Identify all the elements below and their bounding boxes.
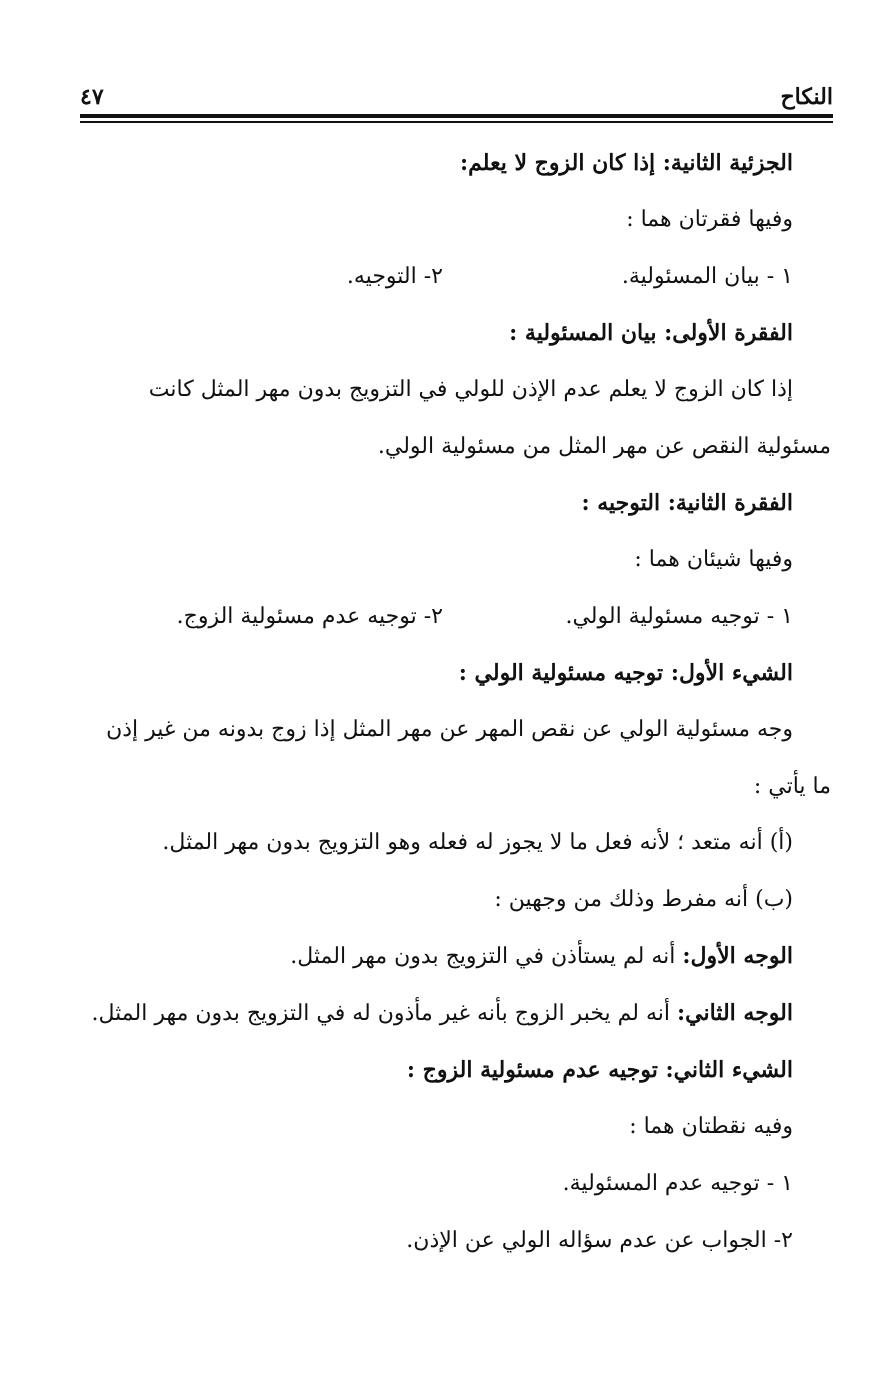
paragraph-line: وجه مسئولية الولي عن نقص المهر عن مهر المثل إذا زوج بدونه من غير إذن <box>106 717 793 742</box>
point-label: الوجه الثاني: <box>677 1000 793 1026</box>
point-label: الوجه الأول: <box>682 943 793 969</box>
running-title: النكاح <box>780 84 833 110</box>
list-item: ١ - توجيه عدم المسئولية. <box>562 1171 793 1196</box>
paragraph-line: ما يأتي : <box>753 774 831 799</box>
subsection-heading: الفقرة الأولى: بيان المسئولية : <box>509 320 793 346</box>
paragraph-line <box>290 943 793 969</box>
list-item: ٢- الجواب عن عدم سؤاله الولي عن الإذن. <box>406 1228 793 1253</box>
list-item: ١ - توجيه مسئولية الولي. <box>565 604 793 629</box>
paragraph-line: (أ) أنه متعد ؛ لأنه فعل ما لا يجوز له فعله وهو التزويج بدون مهر المثل. <box>162 830 793 855</box>
subsection-heading: الشيء الثاني: توجيه عدم مسئولية الزوج : <box>406 1057 793 1083</box>
point-text: أنه لم يخبر الزوج بأنه غير مأذون له في التزويج بدون مهر المثل. <box>91 1001 678 1026</box>
paragraph-line: مسئولية النقص عن مهر المثل من مسئولية الولي. <box>377 434 831 459</box>
list-item: ٢- توجيه عدم مسئولية الزوج. <box>176 604 443 629</box>
paragraph-line: وفيها فقرتان هما : <box>626 207 793 232</box>
page-number: ٤٧ <box>80 84 104 110</box>
paragraph-line: وفيه نقطتان هما : <box>629 1114 793 1139</box>
section-heading: الجزئية الثانية: إذا كان الزوج لا يعلم: <box>460 150 793 176</box>
paragraph-line: إذا كان الزوج لا يعلم عدم الإذن للولي في التزويج بدون مهر المثل كانت <box>148 377 793 402</box>
page-header <box>80 84 833 114</box>
paragraph-line: (ب) أنه مفرط وذلك من وجهين : <box>494 887 793 912</box>
list-item: ١ - بيان المسئولية. <box>621 264 793 289</box>
list-item: ٢- التوجيه. <box>346 264 443 289</box>
subsection-heading: الشيء الأول: توجيه مسئولية الولي : <box>458 660 793 686</box>
subsection-heading: الفقرة الثانية: التوجيه : <box>581 490 793 516</box>
header-rule <box>80 114 833 126</box>
point-text: أنه لم يستأذن في التزويج بدون مهر المثل. <box>290 944 683 969</box>
paragraph-line <box>92 1000 793 1026</box>
paragraph-line: وفيها شيئان هما : <box>634 547 793 572</box>
